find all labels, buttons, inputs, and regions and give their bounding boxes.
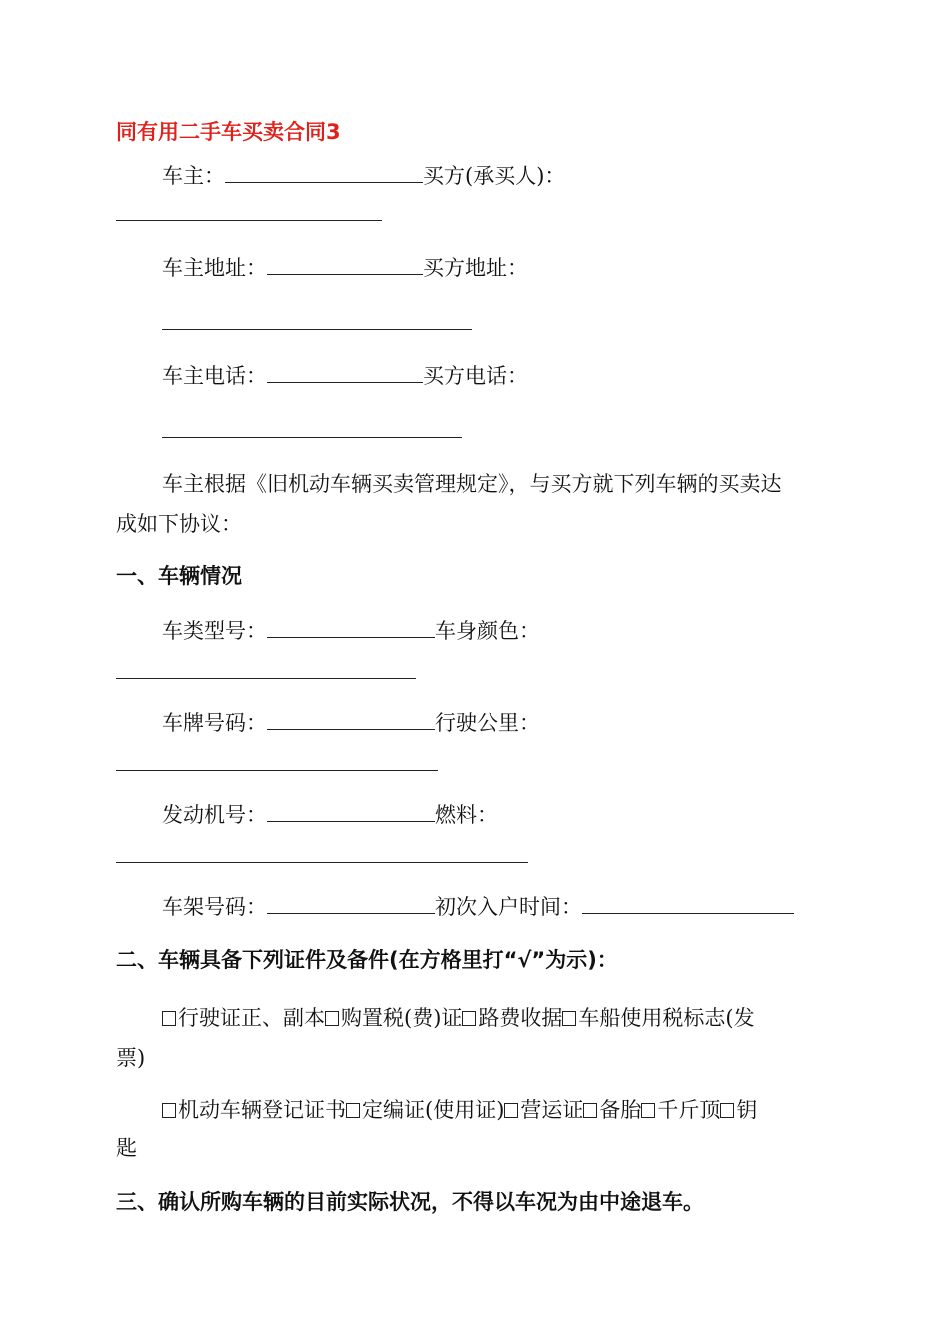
buyer-phone-label: 买方电话： — [423, 364, 528, 388]
owner-address-label: 车主地址： — [162, 256, 267, 280]
owner-blank[interactable] — [225, 162, 423, 183]
address-row — [162, 254, 528, 282]
checkbox-icon[interactable] — [504, 1103, 518, 1118]
first-reg-label: 初次入户时间： — [435, 895, 582, 919]
doc-item: 车船使用税标志(发 — [578, 1006, 755, 1030]
doc-item: 营运证 — [520, 1098, 584, 1122]
engine-label: 发动机号： — [162, 803, 267, 827]
engine-blank[interactable] — [267, 801, 435, 822]
color-blank[interactable] — [116, 678, 416, 679]
color-label: 车身颜色： — [435, 619, 540, 643]
frame-blank[interactable] — [267, 893, 435, 914]
owner-phone-blank[interactable] — [267, 362, 423, 383]
first-reg-blank[interactable] — [582, 893, 794, 914]
owner-label: 车主： — [162, 164, 225, 188]
owner-address-blank[interactable] — [267, 254, 423, 275]
checkbox-icon[interactable] — [162, 1011, 176, 1026]
intro-line-1: 车主根据《旧机动车辆买卖管理规定》，与买方就下列车辆的买卖达 — [162, 472, 782, 496]
intro-line-2: 成如下协议： — [116, 512, 242, 536]
engine-row — [162, 801, 498, 829]
checkbox-icon[interactable] — [325, 1011, 339, 1026]
documents-row-2-cont: 匙 — [116, 1136, 137, 1160]
buyer-phone-blank[interactable] — [162, 437, 462, 438]
plate-row — [162, 709, 540, 737]
doc-item: 路费收据 — [478, 1006, 563, 1030]
doc-item: 千斤顶 — [657, 1098, 721, 1122]
mileage-label: 行驶公里： — [435, 711, 540, 735]
buyer-blank[interactable] — [116, 220, 382, 221]
model-blank[interactable] — [267, 617, 435, 638]
doc-item: 购置税(费)证 — [341, 1006, 463, 1030]
checkbox-icon[interactable] — [346, 1103, 360, 1118]
checkbox-icon[interactable] — [162, 1103, 176, 1118]
checkbox-icon[interactable] — [720, 1103, 734, 1118]
document-title: 同有用二手车买卖合同3 — [116, 120, 341, 144]
doc-item: 行驶证正、副本 — [178, 1006, 325, 1030]
doc-item: 机动车辆登记证书 — [178, 1098, 346, 1122]
model-label: 车类型号： — [162, 619, 267, 643]
fuel-blank[interactable] — [116, 862, 528, 863]
documents-row-1-cont: 票) — [116, 1046, 146, 1070]
doc-item: 钥 — [736, 1098, 758, 1122]
frame-row — [162, 893, 794, 921]
documents-row-2 — [162, 1096, 757, 1124]
buyer-address-label: 买方地址： — [423, 256, 528, 280]
buyer-address-blank[interactable] — [162, 329, 472, 330]
fuel-label: 燃料： — [435, 803, 498, 827]
frame-label: 车架号码： — [162, 895, 267, 919]
section-2-heading: 二、车辆具备下列证件及备件(在方格里打“√”为示)： — [116, 948, 618, 972]
mileage-blank[interactable] — [116, 770, 438, 771]
plate-blank[interactable] — [267, 709, 435, 730]
checkbox-icon[interactable] — [562, 1011, 576, 1026]
documents-row-1 — [162, 1004, 755, 1032]
phone-row — [162, 362, 528, 390]
checkbox-icon[interactable] — [462, 1011, 476, 1026]
owner-row — [162, 162, 565, 190]
checkbox-icon[interactable] — [641, 1103, 655, 1118]
plate-label: 车牌号码： — [162, 711, 267, 735]
section-3-heading: 三、确认所购车辆的目前实际状况，不得以车况为由中途退车。 — [116, 1190, 704, 1214]
owner-phone-label: 车主电话： — [162, 364, 267, 388]
buyer-label: 买方(承买人)： — [423, 164, 566, 188]
doc-item: 备胎 — [599, 1098, 642, 1122]
section-1-heading: 一、车辆情况 — [116, 564, 242, 588]
doc-item: 定编证(使用证) — [362, 1098, 505, 1122]
checkbox-icon[interactable] — [583, 1103, 597, 1118]
model-row — [162, 617, 540, 645]
